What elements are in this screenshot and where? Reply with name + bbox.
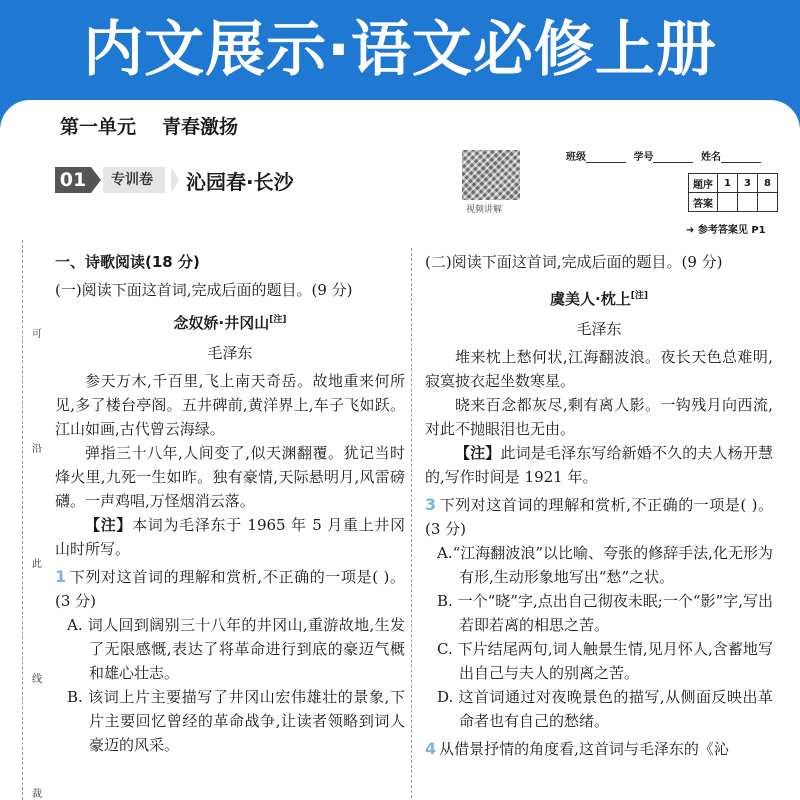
note-text: 此词是毛泽东写给新婚不久的夫人杨开慧的,写作时间是 1921 年。 [425,444,773,486]
poem-title [55,308,405,335]
poem-note-mark: [注] [630,291,648,301]
poem-stanza: 堆来枕上愁何状,江海翻波浪。夜长天色总难明,寂寞披衣起坐数寒星。 [425,348,773,390]
tag-arrow-shape [171,167,179,193]
question-number: 1 [55,567,67,586]
cut-line-char: 此 [32,559,42,570]
paper-title: 沁园春·长沙 [186,170,294,194]
student-info-line [566,148,761,163]
qr-code-icon[interactable] [462,150,520,200]
column-divider [411,248,412,800]
poem-stanza: 弹指三十八年,人间变了,似天渊翻覆。犹记当时烽火里,九死一生如昨。独有豪情,天际悬明月,风雷磅礴。一声鸡唱,万怪烟消云落。 [55,444,405,510]
question-stem: 从借景抒情的角度看,这首词与毛泽东的《沁 [439,740,729,758]
question-stem: 下列对这首词的理解和赏析,不正确的一项是( )。(3 分) [55,568,405,610]
class-label: 班级 [566,152,586,163]
option-d[interactable]: D. 这首词通过对夜晚景色的描写,从侧面反映出革命者也有自己的愁绪。 [437,688,773,730]
left-column [55,250,405,757]
poem-title [425,284,773,311]
unit-heading [60,112,238,139]
qr-code-label: 视频讲解 [466,205,503,215]
question-3 [425,493,773,541]
poem-author: 毛泽东 [207,344,253,362]
answer-table [688,173,778,212]
reading-intro: (一)阅读下面这首词,完成后面的题目。(9 分) [55,281,353,299]
note-tag: 【注】 [85,516,133,534]
question-4 [425,737,773,761]
poem-note [55,513,405,561]
option-c[interactable]: C. 下片结尾两句,词人触景生情,见月怀人,含蓄地写出自己与夫人的别离之苦。 [437,640,773,682]
poem-title-text: 念奴娇·井冈山 [173,314,270,332]
cut-line-char: 可 [32,329,42,340]
poem-note [425,441,773,489]
question-stem: 下列对这首词的理解和赏析,不正确的一项是( )。(3 分) [425,496,773,538]
poem-title-text: 虞美人·枕上 [550,290,631,308]
cut-line [22,240,23,800]
table-order-label: 题序 [689,174,718,193]
answer-cell[interactable] [718,193,738,212]
answer-cell[interactable] [738,193,758,212]
reading-intro: (二)阅读下面这首词,完成后面的题目。(9 分) [425,253,723,271]
note-text: 本词为毛泽东于 1965 年 5 月重上井冈山时所写。 [55,516,405,558]
poem-author: 毛泽东 [576,320,622,338]
right-column [425,250,773,761]
paper-kind-tag: 专训卷 [103,167,165,193]
answer-reference: ➜ 参考答案见 P1 [686,225,766,236]
badge-arrow-shape [91,167,101,193]
name-label: 姓名 [700,152,721,163]
note-tag: 【注】 [455,444,501,462]
table-order-1: 1 [718,174,738,193]
question-1 [55,565,405,613]
poem-stanza: 晓来百念都灰尽,剩有离人影。一钩残月向西流,对此不抛眼泪也无由。 [425,396,773,438]
exam-page [0,100,800,800]
option-b[interactable]: B. 该词上片主要描写了井冈山宏伟雄壮的景象,下片主要回忆曾经的革命战争,让读者领略到词人豪迈的风采。 [67,688,405,754]
cut-line-char: 沿 [32,444,42,455]
top-banner [0,0,800,100]
name-blank[interactable] [721,162,761,163]
option-b[interactable]: B. 一个“晓”字,点出自己彻夜未眠;一个“影”字,写出若即若离的相思之苦。 [437,592,773,634]
paper-number-badge: 01 [55,167,91,193]
poem-note-mark: [注] [269,315,287,325]
section-heading: 一、诗歌阅读(18 分) [55,253,200,271]
id-blank[interactable] [653,162,693,163]
id-label: 学号 [633,152,654,163]
table-answer-label: 答案 [689,193,718,212]
unit-theme: 青春激扬 [162,116,239,138]
question-number: 3 [425,495,437,514]
cut-line-char: 线 [32,674,42,685]
question-number: 4 [425,739,437,758]
unit-label: 第一单元 [60,116,137,138]
table-order-3: 3 [738,174,758,193]
banner-title: 内文展示·语文必修上册 [83,15,717,85]
option-a[interactable]: A.“江海翻波浪”以比喻、夸张的修辞手法,化无形为有形,生动形象地写出“愁”之状。 [437,544,773,586]
poem-stanza: 参天万木,千百里,飞上南天奇岳。故地重来何所见,多了楼台亭阁。五井碑前,黄洋界上,车子飞如跃。江山如画,古代曾云海绿。 [55,372,405,438]
cut-line-char: 裁 [32,789,42,800]
table-order-8: 8 [758,174,778,193]
class-blank[interactable] [586,162,626,163]
option-a[interactable]: A. 词人回到阔别三十八年的井冈山,重游故地,生发了无限感慨,表达了将革命进行到底的豪迈气概和雄心壮志。 [67,616,405,682]
answer-cell[interactable] [758,193,778,212]
